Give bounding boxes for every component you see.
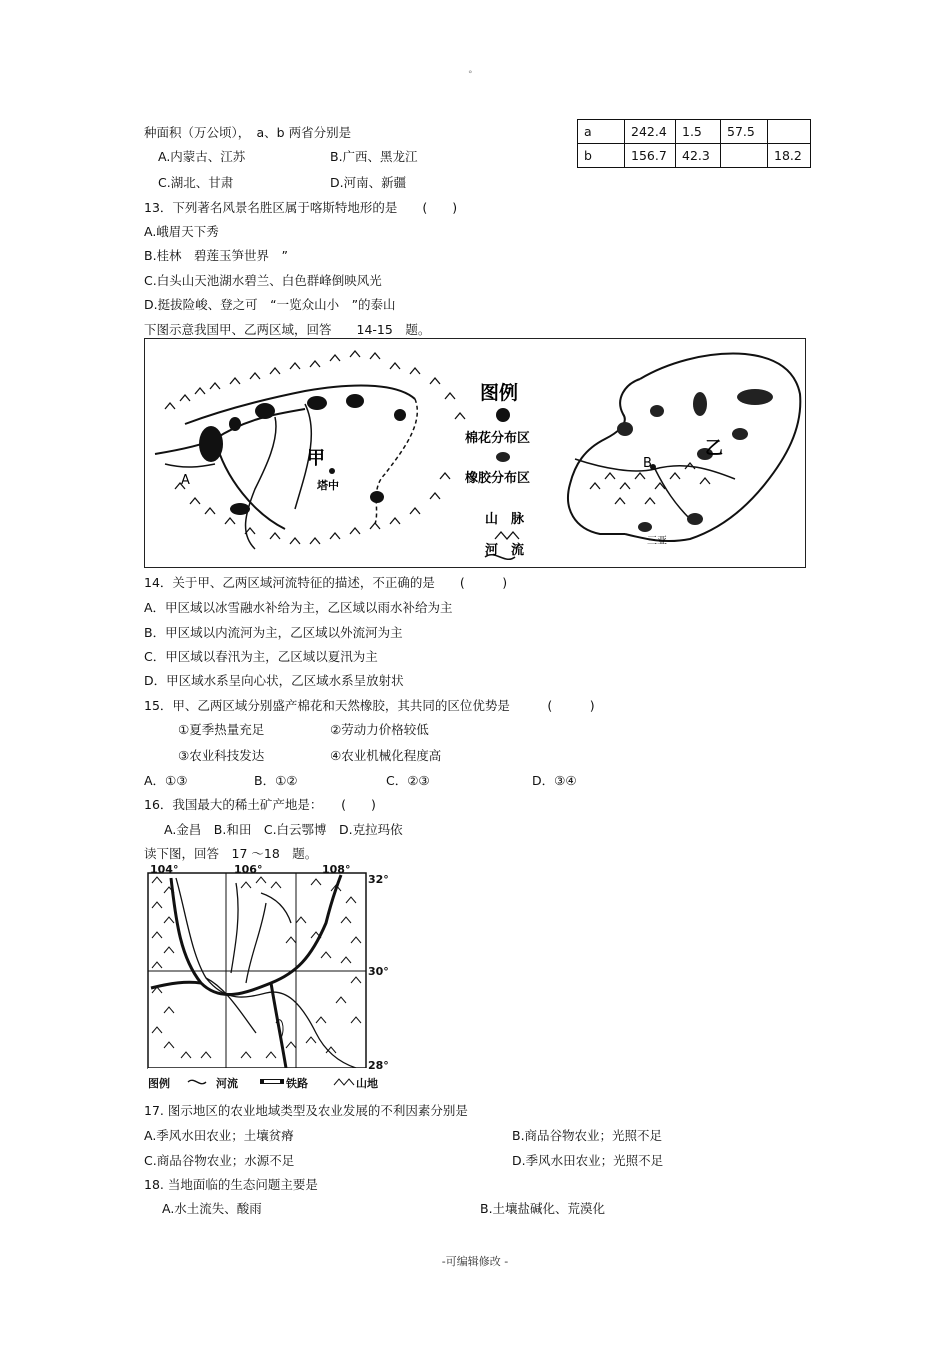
map1-legend-cotton: 棉花分布区 bbox=[465, 431, 531, 446]
q12-option-d: D.河南、新疆 bbox=[330, 175, 407, 190]
q12-stem: 种面积（万公顷）， a、b 两省分别是 bbox=[144, 125, 352, 140]
map2-lat-30: 30° bbox=[368, 965, 389, 978]
table-cell: 18.2 bbox=[768, 144, 811, 168]
table-cell: 1.5 bbox=[676, 120, 721, 144]
map2-legend-railway: 铁路 bbox=[286, 1077, 308, 1090]
map1-label-tazhong: 塔中 bbox=[317, 479, 339, 492]
map1-label-jia: 甲 bbox=[307, 448, 325, 469]
map2-lat-32: 32° bbox=[368, 873, 389, 886]
q14-option-d: D．甲区域水系呈向心状，乙区域水系呈放射状 bbox=[144, 673, 404, 688]
q18-stem: 18. 当地面临的生态问题主要是 bbox=[144, 1177, 318, 1192]
table-cell: 57.5 bbox=[721, 120, 768, 144]
q17-option-c: C.商品谷物农业；水源不足 bbox=[144, 1153, 295, 1168]
map1-label-a: A bbox=[181, 473, 190, 488]
q17-stem: 17. 图示地区的农业地域类型及农业发展的不利因素分别是 bbox=[144, 1103, 468, 1118]
q17-option-b: B.商品谷物农业；光照不足 bbox=[512, 1128, 663, 1143]
q14-option-a: A．甲区域以冰雪融水补给为主，乙区域以雨水补给为主 bbox=[144, 600, 453, 615]
q15-item-1: ①夏季热量充足 bbox=[178, 722, 265, 737]
q12-option-a: A.内蒙古、江苏 bbox=[158, 149, 246, 164]
q16-stem: 16．我国最大的稀土矿产地是： ( ) bbox=[144, 797, 376, 812]
q15-stem: 15．甲、乙两区域分别盛产棉花和天然橡胶，其共同的区位优势是 ( ) bbox=[144, 698, 595, 713]
map1-legend-river: 河 流 bbox=[485, 543, 525, 558]
page-mark: ° bbox=[468, 70, 473, 80]
q17-option-d: D.季风水田农业；光照不足 bbox=[512, 1153, 664, 1168]
intro-17-18: 读下图，回答 17 ～18 题。 bbox=[144, 846, 318, 861]
q13-option-b: B.桂林 碧莲玉笋世界 ” bbox=[144, 248, 289, 263]
map2-lat-28: 28° bbox=[368, 1059, 389, 1072]
q12-option-b: B.广西、黑龙江 bbox=[330, 149, 418, 164]
region-map-jia-yi bbox=[144, 338, 806, 568]
q15-item-2: ②劳动力价格较低 bbox=[330, 722, 429, 737]
data-table bbox=[577, 119, 811, 168]
q13-option-d: D.挺拔险峻、登之可 “一览众山小 ”的泰山 bbox=[144, 297, 396, 312]
q17-option-a: A.季风水田农业；土壤贫瘠 bbox=[144, 1128, 294, 1143]
q15-option-d: D．③④ bbox=[532, 773, 577, 788]
q18-option-a: A.水土流失、酸雨 bbox=[162, 1201, 262, 1216]
q14-stem: 14．关于甲、乙两区域河流特征的描述，不正确的是 ( ) bbox=[144, 575, 508, 590]
q14-option-b: B．甲区域以内流河为主，乙区域以外流河为主 bbox=[144, 625, 403, 640]
table-cell: 242.4 bbox=[625, 120, 676, 144]
q15-item-3: ③农业科技发达 bbox=[178, 748, 265, 763]
q15-option-c: C．②③ bbox=[386, 773, 430, 788]
table-row bbox=[578, 120, 811, 144]
q16-options: A.金昌 B.和田 C.白云鄂博 D.克拉玛依 bbox=[164, 822, 403, 837]
table-cell: a bbox=[578, 120, 625, 144]
map1-label-yi: 乙 bbox=[705, 438, 723, 459]
map2-legend-mountain: 山地 bbox=[356, 1077, 378, 1090]
map1-legend-rubber: 橡胶分布区 bbox=[465, 471, 531, 486]
q15-option-b: B．①② bbox=[254, 773, 298, 788]
q13-stem: 13．下列著名风景名胜区属于喀斯特地形的是 ( ) bbox=[144, 200, 458, 215]
map2-lon-108: 108° bbox=[322, 863, 351, 876]
intro-14-15: 下图示意我国甲、乙两区域，回答 14-15 题。 bbox=[144, 322, 431, 337]
table-cell: 42.3 bbox=[676, 144, 721, 168]
q15-item-4: ④农业机械化程度高 bbox=[330, 748, 442, 763]
q13-option-a: A.峨眉天下秀 bbox=[144, 224, 219, 239]
table-cell: 156.7 bbox=[625, 144, 676, 168]
map2-lon-104: 104° bbox=[150, 863, 179, 876]
map1-label-sanya: 三亚 bbox=[647, 536, 667, 547]
table-row bbox=[578, 144, 811, 168]
sichuan-basin-map bbox=[146, 863, 394, 1093]
map2-legend-title: 图例 bbox=[148, 1077, 170, 1090]
q18-option-b: B.土壤盐碱化、荒漠化 bbox=[480, 1201, 606, 1216]
q15-option-a: A．①③ bbox=[144, 773, 188, 788]
table-cell: b bbox=[578, 144, 625, 168]
table-cell bbox=[768, 120, 811, 144]
map1-legend-mountain: 山 脉 bbox=[485, 512, 525, 527]
q14-option-c: C．甲区域以春汛为主，乙区域以夏汛为主 bbox=[144, 649, 378, 664]
map2-legend-river: 河流 bbox=[216, 1077, 238, 1090]
page-footer: -可编辑修改 - bbox=[441, 1255, 509, 1268]
map1-label-b: B bbox=[643, 456, 652, 471]
map1-legend-title: 图例 bbox=[480, 382, 519, 404]
q13-option-c: C.白头山天池湖水碧兰、白色群峰倒映风光 bbox=[144, 273, 382, 288]
q12-option-c: C.湖北、甘肃 bbox=[158, 175, 234, 190]
table-cell bbox=[721, 144, 768, 168]
map2-lon-106: 106° bbox=[234, 863, 263, 876]
